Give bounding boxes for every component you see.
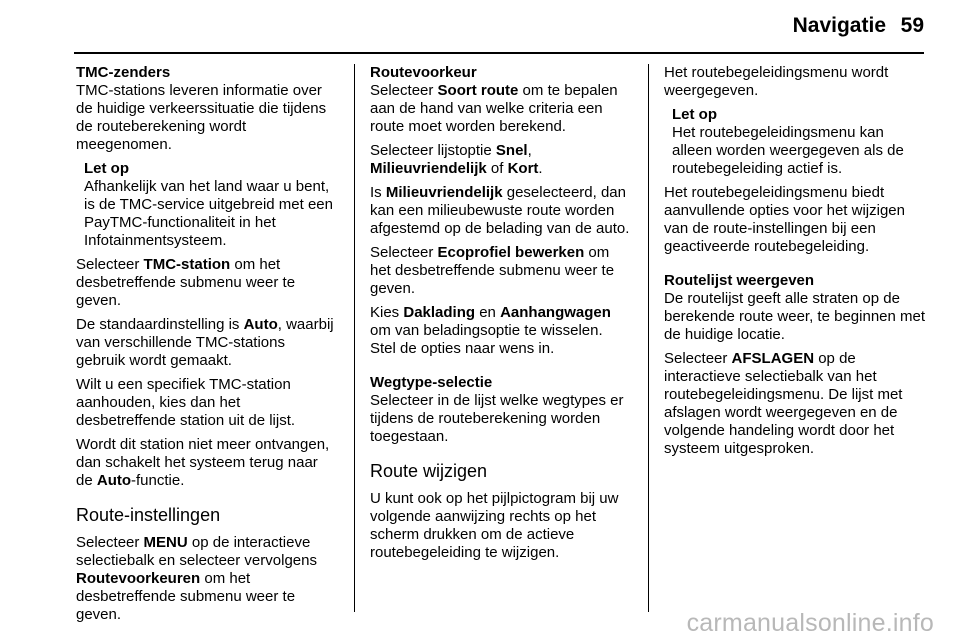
- tmc-heading: TMC-zenders: [76, 64, 171, 81]
- term-kort: Kort: [507, 160, 539, 177]
- paragraph: [370, 304, 632, 358]
- column-1: [76, 64, 338, 630]
- text: en: [475, 304, 501, 321]
- text: ,: [527, 142, 532, 159]
- section-heading-route-instellingen: Route-instellingen: [76, 505, 221, 525]
- text: Selecteer: [664, 350, 732, 367]
- text: De standaardinstelling is: [76, 316, 244, 333]
- text: -functie.: [131, 472, 185, 489]
- text: om van beladingsoptie te wisselen. Stel de opties naar wens in.: [370, 322, 603, 357]
- term-snel: Snel: [495, 142, 528, 159]
- spacer: [370, 364, 632, 374]
- routelijst-text: De routelijst geeft alle straten op de berekende route weer, te beginnen met de huidige locatie.: [664, 290, 926, 343]
- watermark: carmanualsonline.info: [686, 609, 934, 637]
- tmc-section: [76, 64, 338, 154]
- column-2: [370, 64, 632, 568]
- text: Selecteer: [76, 256, 144, 273]
- routevoorkeur-heading: Routevoorkeur: [370, 64, 477, 81]
- routelijst-section: [664, 272, 926, 344]
- term-menu: MENU: [143, 534, 188, 551]
- page-number: 59: [900, 14, 924, 37]
- paragraph: [370, 142, 632, 178]
- paragraph: [76, 256, 338, 310]
- wegtype-text: Selecteer in de lijst welke wegtypes er tijdens de routeberekening worden toegestaan.: [370, 392, 624, 445]
- header-rule: [74, 52, 924, 54]
- text: Selecteer: [370, 82, 438, 99]
- text: Selecteer: [76, 534, 144, 551]
- paragraph: U kunt ook op het pijlpictogram bij uw volgende aanwijzing rechts op het scherm drukken om de actieve routebegeleiding te wijzigen.: [370, 490, 619, 561]
- paragraph: [370, 244, 632, 298]
- note-title: Let op: [672, 106, 717, 123]
- term-soort-route: Soort route: [437, 82, 519, 99]
- text: op de interactieve selectiebalk en selecteer vervolgens: [76, 534, 317, 569]
- term-ecoprofiel-bewerken: Ecoprofiel bewerken: [437, 244, 585, 261]
- text: , waarbij van verschillende TMC-stations gebruik wordt gemaakt.: [76, 316, 334, 369]
- page-title: Navigatie: [792, 14, 886, 37]
- term-auto: Auto: [96, 472, 132, 489]
- paragraph: Het routebegeleidingsmenu biedt aanvullende opties voor het wijzigen van de route-instellingen bij een geactiveerde routebegeleiding.: [664, 184, 905, 255]
- wegtype-section: [370, 374, 632, 446]
- paragraph: [664, 350, 926, 458]
- text: geselecteerd, dan kan een milieubewuste route worden afgestemd op de belading van de auto.: [370, 184, 630, 237]
- text: om het desbetreffende submenu weer te geven.: [370, 244, 615, 297]
- paragraph: Het routebegeleidingsmenu wordt weergegeven.: [664, 64, 889, 99]
- term-afslagen: AFSLAGEN: [731, 350, 815, 367]
- text: om het desbetreffende submenu weer te geven.: [76, 256, 296, 309]
- paragraph: [76, 436, 338, 490]
- column-3: [664, 64, 926, 464]
- text: of: [486, 160, 508, 177]
- tmc-text: TMC-stations leveren informatie over de huidige verkeerssituatie die tijdens de routeberekening wordt meegenomen.: [76, 82, 327, 153]
- note-box: [664, 106, 926, 178]
- text: Kies: [370, 304, 404, 321]
- paragraph: Wilt u een specifiek TMC-station aanhouden, kies dan het desbetreffende station uit de lijst.: [76, 376, 296, 429]
- text: Selecteer lijstoptie: [370, 142, 496, 159]
- section-heading-route-wijzigen: Route wijzigen: [370, 461, 488, 481]
- routevoorkeur-section: [370, 64, 632, 136]
- column-divider-2: [648, 64, 649, 612]
- page-header: [0, 0, 960, 54]
- term-daklading: Daklading: [403, 304, 476, 321]
- wegtype-heading: Wegtype-selectie: [370, 374, 493, 391]
- text: Selecteer: [370, 244, 438, 261]
- term-auto: Auto: [243, 316, 278, 333]
- paragraph: [76, 534, 338, 624]
- term-tmc-station: TMC-station: [143, 256, 231, 273]
- paragraph: [370, 184, 632, 238]
- column-divider-1: [354, 64, 355, 612]
- text: op de interactieve selectiebalk van het routebegeleidingsmenu. De lijst met afslagen wordt weergegeven en de volgende handeling wordt door het systeem uitgesproken.: [664, 350, 903, 457]
- term-routevoorkeuren: Routevoorkeuren: [76, 570, 201, 587]
- term-aanhangwagen: Aanhangwagen: [500, 304, 611, 321]
- text: Wordt dit station niet meer ontvangen, dan schakelt het systeem terug naar de: [76, 436, 330, 489]
- term-milieuvriendelijk: Milieuvriendelijk: [385, 184, 503, 201]
- paragraph: [76, 316, 338, 370]
- text: om te bepalen aan de hand van welke criteria een route moet worden berekend.: [370, 82, 618, 135]
- text: Is: [370, 184, 386, 201]
- text: .: [538, 160, 543, 177]
- note-text: Het routebegeleidingsmenu kan alleen worden weergegeven als de routebegeleiding actief is.: [672, 124, 904, 177]
- text: om het desbetreffende submenu weer te geven.: [76, 570, 296, 623]
- note-title: Let op: [84, 160, 129, 177]
- spacer: [664, 262, 926, 272]
- note-box: [76, 160, 338, 250]
- term-milieuvriendelijk: Milieuvriendelijk: [370, 160, 487, 177]
- routelijst-heading: Routelijst weergeven: [664, 272, 815, 289]
- note-text: Afhankelijk van het land waar u bent, is de TMC-service uitgebreid met een PayTMC-functionaliteit in het Infotainmentsysteem.: [84, 178, 333, 249]
